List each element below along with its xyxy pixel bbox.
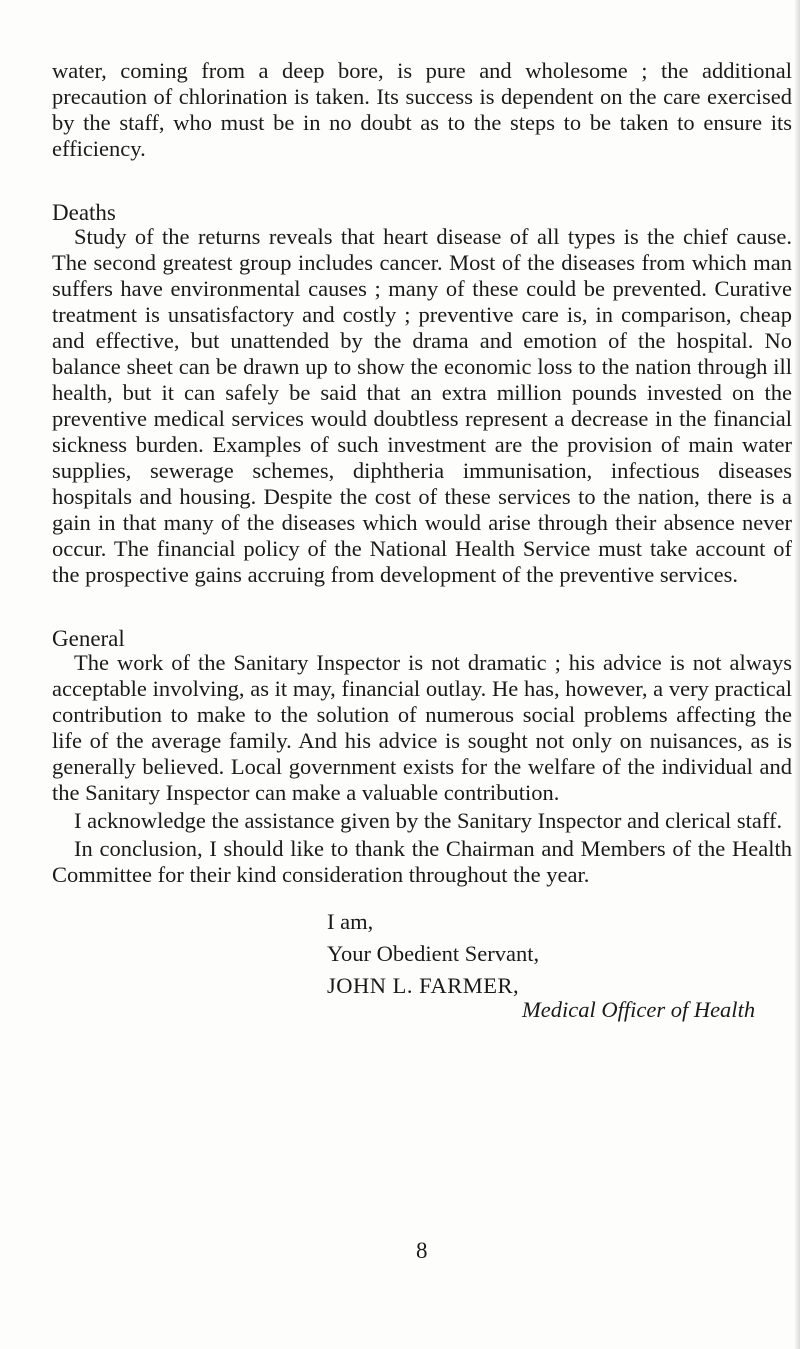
closing-line-2: Your Obedient Servant,	[327, 941, 540, 966]
general-paragraph-1: The work of the Sanitary Inspector is not dramatic ; his advice is not always acceptable involving, as it may, financial outlay. He has, however, a very practical contribution to make to the solution of numerous social problems affecting the life of the average family. And his advice is sought not only on nuisances, as is generally believed. Local government exists for the welfare of the individual and the Sanitary Inspector can make a valuable contribution.	[52, 650, 792, 805]
page-number: 8	[416, 1238, 428, 1263]
deaths-heading: Deaths	[52, 200, 116, 225]
deaths-paragraph: Study of the returns reveals that heart disease of all types is the chief cause. The second greatest group includes cancer. Most of the diseases from which man suffers have environmental causes ; many of these could be prevented. Curative treatment is unsatisfactory and costly ; preventive care is, in comparison, cheap and effective, but unattended by the drama and emotion of the hospital. No balance sheet can be drawn up to show the economic loss to the nation through ill health, but it can safely be said that an extra million pounds invested on the preventive medical services would doubtless represent a decrease in the financial sickness burden. Examples of such investment are the provision of main water supplies, sewerage schemes, diphtheria immunisation, infectious diseases hospitals and housing. Despite the cost of these services to the nation, there is a gain in that many of the diseases which would arise through their absence never occur. The financial policy of the National Health Service must take account of the prospective gains accruing from development of the preventive services.	[52, 224, 792, 587]
general-section	[52, 628, 792, 888]
text-column	[52, 58, 792, 1026]
closing-block	[52, 906, 792, 1026]
page-edge-shadow	[794, 0, 800, 1349]
signature-title: Medical Officer of Health	[522, 997, 756, 1022]
general-heading: General	[52, 626, 125, 651]
deaths-section	[52, 202, 792, 588]
general-paragraph-2: I acknowledge the assistance given by the Sanitary Inspector and clerical staff.	[74, 808, 783, 833]
closing-line-1: I am,	[327, 909, 374, 934]
signature-name: JOHN L. FARMER,	[327, 973, 520, 998]
intro-paragraph: water, coming from a deep bore, is pure and wholesome ; the additional precaution of chlorination is taken. Its success is dependent on the care exercised by the staff, who must be in no doubt as to the steps to be taken to ensure its efficiency.	[52, 58, 792, 161]
general-paragraph-3: In conclusion, I should like to thank the Chairman and Members of the Health Committee for their kind consideration throughout the year.	[52, 836, 792, 887]
